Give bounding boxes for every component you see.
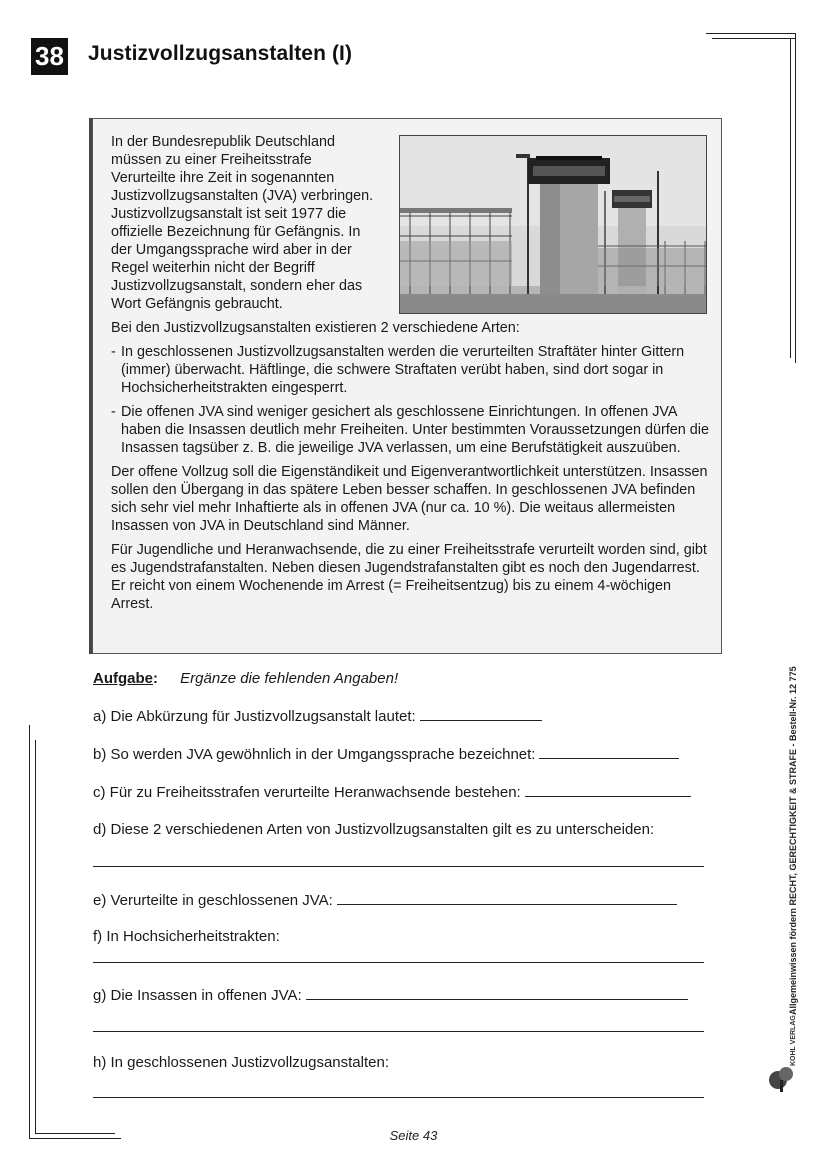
question-f (93, 928, 280, 945)
list-item-text: In geschlossenen Justizvollzugsanstalten werden die verurteilten Straftäter hinter Gittern (immer) überwacht. Häftlinge, die schwere Straftaten verübt haben, sind dort sogar in Hochsicherheitstrakten eingesperrt. (121, 344, 685, 396)
task-label: Aufgabe (93, 670, 153, 687)
task-header (93, 670, 398, 687)
answer-blank-b[interactable] (539, 744, 679, 759)
question-h-text: h) In geschlossenen Justizvollzugsanstalten: (93, 1054, 390, 1071)
frame-line-top-right-h (706, 33, 796, 34)
question-b-text: b) So werden JVA gewöhnlich in der Umgangssprache bezeichnet: (93, 746, 536, 763)
question-d (93, 821, 654, 838)
frame-line-top-right-v2 (790, 38, 791, 358)
question-g-text: g) Die Insassen in offenen JVA: (93, 987, 302, 1004)
question-b (93, 744, 679, 763)
answer-blank-a[interactable] (420, 706, 542, 721)
answer-blank-g[interactable] (306, 985, 688, 1000)
frame-line-top-right-v (795, 33, 796, 363)
question-c (93, 782, 691, 801)
answer-line-h[interactable] (93, 1097, 704, 1098)
answer-line-f[interactable] (93, 962, 704, 963)
info-text (111, 133, 709, 619)
frame-line-bottom-left-v2 (35, 740, 36, 1134)
question-f-text: f) In Hochsicherheitstrakten: (93, 928, 280, 945)
types-intro: Bei den Justizvollzugsanstalten existieren 2 verschiedene Arten: (111, 320, 520, 336)
answer-blank-c[interactable] (525, 782, 691, 797)
answer-line-d[interactable] (93, 866, 704, 867)
question-a-text: a) Die Abkürzung für Justizvollzugsanstalt lautet: (93, 708, 416, 725)
answer-blank-e[interactable] (337, 890, 677, 905)
task-instruction: Ergänze die fehlenden Angaben! (180, 670, 399, 687)
worksheet-number: 38 (31, 38, 68, 75)
frame-line-bottom-left-v (29, 725, 30, 1139)
paragraph-youth: Für Jugendliche und Heranwachsende, die zu einer Freiheitsstrafe verurteilt worden sind, gibt es Jugendstrafanstalten. Neben diesen Jugendstrafanstalten gibt es noch den Jugendarrest. Er reicht von einem Wochenende im Arrest (= Freiheitsentzug) bis zu einem 4-wöchigen Arrest. (111, 542, 707, 612)
question-a (93, 706, 542, 725)
info-text-box (92, 118, 722, 654)
question-g (93, 985, 688, 1004)
list-item: - Die offenen JVA sind weniger gesichert als geschlossene Einrichtungen. In offenen JVA haben die Insassen deutlich mehr Freiheiten. Unter bestimmten Voraussetzungen dürfen die Insassen tagsüber z. B. die jeweilige JVA verlassen, um eine Berufstätigkeit auszuüben. (111, 404, 709, 456)
question-h (93, 1054, 389, 1071)
intro-paragraph: In der Bundesrepublik Deutschland müssen zu einer Freiheitsstrafe Verurteilte ihre Zeit in sogenannten Justizvollzugsanstalten (JVA) verbringen. Justizvollzugsanstalt ist seit 1977 die offizielle Bezeichnung für Gefängnis. In der Umgangssprache wird aber in der Regel weiterhin nicht der Begriff Justizvollzugsanstalt, sondern eher das Wort Gefängnis gebraucht. (111, 134, 374, 312)
list-item: - In geschlossenen Justizvollzugsanstalten werden die verurteilten Straftäter hinter Gittern (immer) überwacht. Häftlinge, die schwere Straftaten verübt haben, sind dort sogar in Hochsicherheitstrakten eingesperrt. (111, 344, 685, 396)
question-c-text: c) Für zu Freiheitsstrafen verurteilte Heranwachsende bestehen: (93, 784, 521, 801)
publisher-logo (766, 1015, 800, 1094)
answer-line-g[interactable] (93, 1031, 704, 1032)
question-d-text: d) Diese 2 verschiedenen Arten von Justizvollzugsanstalten gilt es zu unterscheiden: (93, 821, 655, 838)
task-colon: : (153, 670, 158, 687)
page-number: Seite 43 (389, 1128, 438, 1143)
paragraph-open-prison: Der offene Vollzug soll die Eigenständikeit und Eigenverantwortlichkeit unterstützen. Insassen sollen den Übergang in das spätere Leben besser schaffen. In geschlossenen JVA befinden sich sehr viel mehr Inhaftierte als in offenen JVA (nur ca. 10 %). Die weitaus allermeisten Insassen von JVA in Deutschland sind Männer. (111, 464, 708, 534)
frame-line-top-right-h2 (712, 38, 796, 39)
logo-text: KOHL VERLAG (790, 1015, 797, 1066)
list-item-text: Die offenen JVA sind weniger gesichert als geschlossene Einrichtungen. In offenen JVA haben die Insassen deutlich mehr Freiheiten. Unter bestimmten Voraussetzungen dürfen die Insassen tagsüber z. B. die jeweilige JVA verlassen, um eine Berufstätigkeit auszuüben. (121, 404, 709, 456)
question-e-text: e) Verurteilte in geschlossenen JVA: (93, 892, 333, 909)
page-title: Justizvollzugsanstalten (I) (88, 42, 353, 65)
question-e (93, 890, 677, 909)
side-publisher-text: Allgemeinwissen fördern RECHT, GERECHTIGKEIT & STRAFE - Bestell-Nr. 12 775 (788, 666, 798, 1015)
